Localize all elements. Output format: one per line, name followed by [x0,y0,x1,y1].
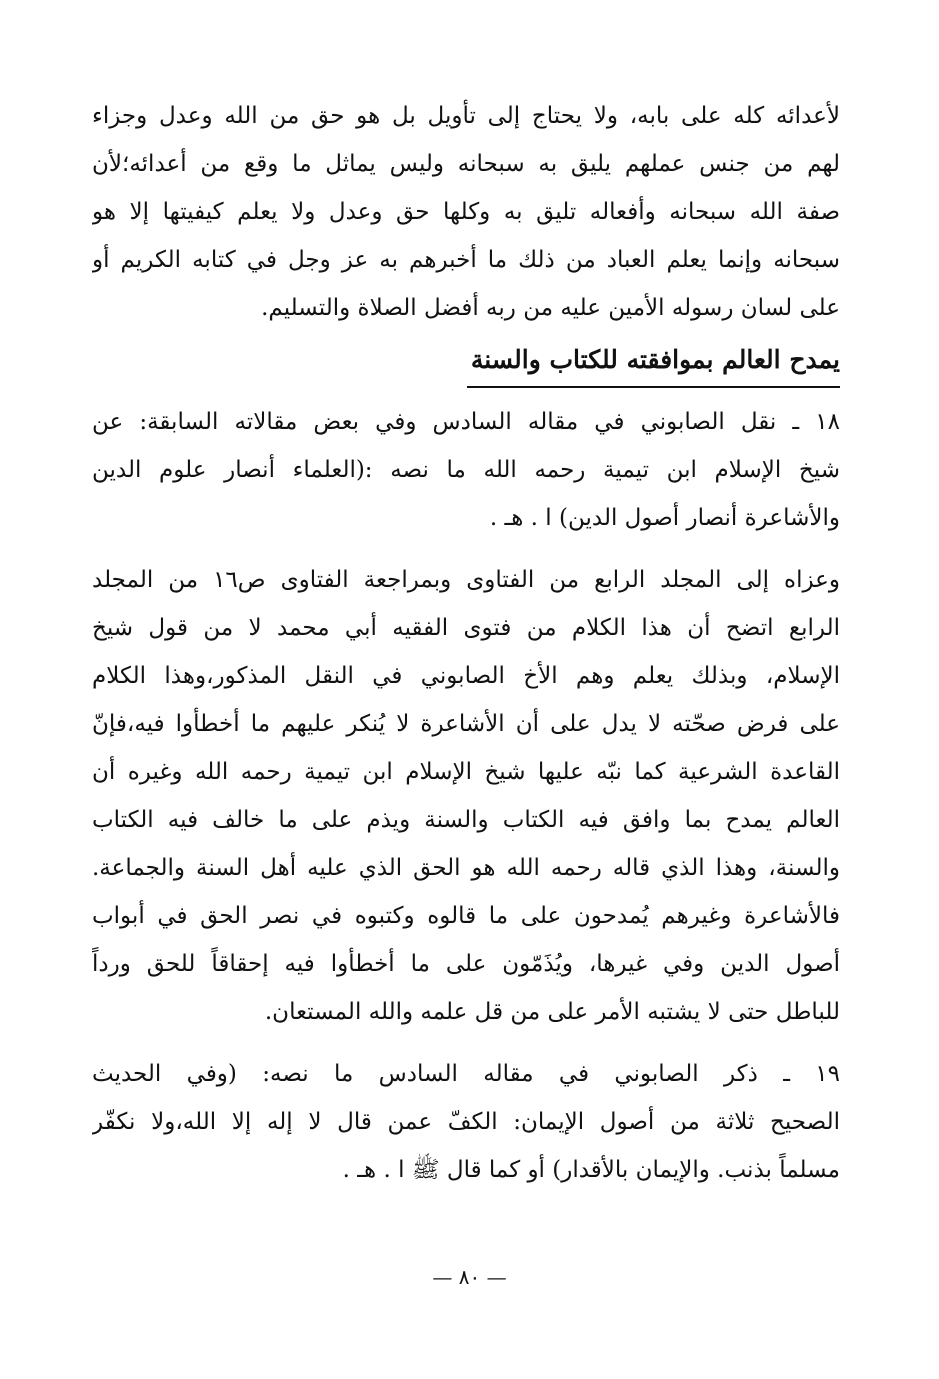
text-line: وعزاه إلى المجلد الرابع من الفتاوى وبمراجعة الفتاوى ص١٦ من المجلد [92,567,840,593]
paragraph-gap [92,542,840,556]
section-heading-container [92,338,840,388]
text-line: القاعدة الشرعية كما نبّه عليها شيخ الإسلام ابن تيمية رحمه الله وغيره أن [92,759,840,785]
text-line: فالأشاعرة وغيرهم يُمدحون على ما قالوه وكتبوه في نصر الحق في أبواب [92,903,840,929]
page-number: — ٨٠ — [432,1265,507,1289]
paragraph-4 [92,1050,840,1194]
text-line: ١٩ ـ ذكر الصابوني في مقاله السادس ما نصه: (وفي الحديث [92,1061,840,1087]
paragraph-gap [92,1036,840,1050]
text-line: الرابع اتضح أن هذا الكلام من فتوى الفقيه أبي محمد لا من قول شيخ [92,615,840,641]
document-page [92,92,840,1352]
text-line: الإسلام، وبذلك يعلم وهم الأخ الصابوني في النقل المذكور،وهذا الكلام [92,663,840,689]
text-line: العالم يمدح بما وافق فيه الكتاب والسنة ويذم على ما خالف فيه الكتاب [92,807,840,833]
text-line: شيخ الإسلام ابن تيمية رحمه الله ما نصه :(العلماء أنصار علوم الدين [92,457,840,483]
text-line: لهم من جنس عملهم يليق به سبحانه وليس يماثل ما وقع من أعدائه؛لأن [92,151,840,177]
text-line: على لسان رسوله الأمين عليه من ربه أفضل الصلاة والتسليم. [261,295,840,321]
text-line: أصول الدين وفي غيرها، ويُذَمّون على ما أخطأوا فيه إحقاقاً للحق ورداً [92,951,840,977]
section-heading: يمدح العالم بموافقته للكتاب والسنة [467,338,840,388]
text-line: صفة الله سبحانه وأفعاله تليق به وكلها حق وعدل ولا يعلم كيفيتها إلا هو [92,199,840,225]
text-line: الصحيح ثلاثة من أصول الإيمان: الكفّ عمن قال لا إله إلا الله،ولا نكفّر [92,1109,840,1135]
paragraph-1 [92,92,840,332]
text-line: للباطل حتى لا يشتبه الأمر على من قل علمه والله المستعان. [264,999,840,1025]
text-line: مسلماً بذنب. والإيمان بالأقدار) أو كما قال ﷺ ا . هـ . [342,1157,840,1183]
text-line: والأشاعرة أنصار أصول الدين) ا . هـ . [489,505,840,531]
text-line: والسنة، وهذا الذي قاله رحمه الله هو الحق الذي عليه أهل السنة والجماعة. [92,855,840,881]
text-line: على فرض صحّته لا يدل على أن الأشاعرة لا يُنكر عليهم ما أخطأوا فيه،فإنّ [92,711,840,737]
text-line: لأعدائه كله على بابه، ولا يحتاج إلى تأويل بل هو حق من الله وعدل وجزاء [92,103,840,129]
text-line: ١٨ ـ نقل الصابوني في مقاله السادس وفي بعض مقالاته السابقة: عن [92,409,840,435]
text-line: سبحانه وإنما يعلم العباد من ذلك ما أخبرهم به عز وجل في كتابه الكريم أو [92,247,840,273]
paragraph-3 [92,556,840,1036]
paragraph-2 [92,398,840,542]
